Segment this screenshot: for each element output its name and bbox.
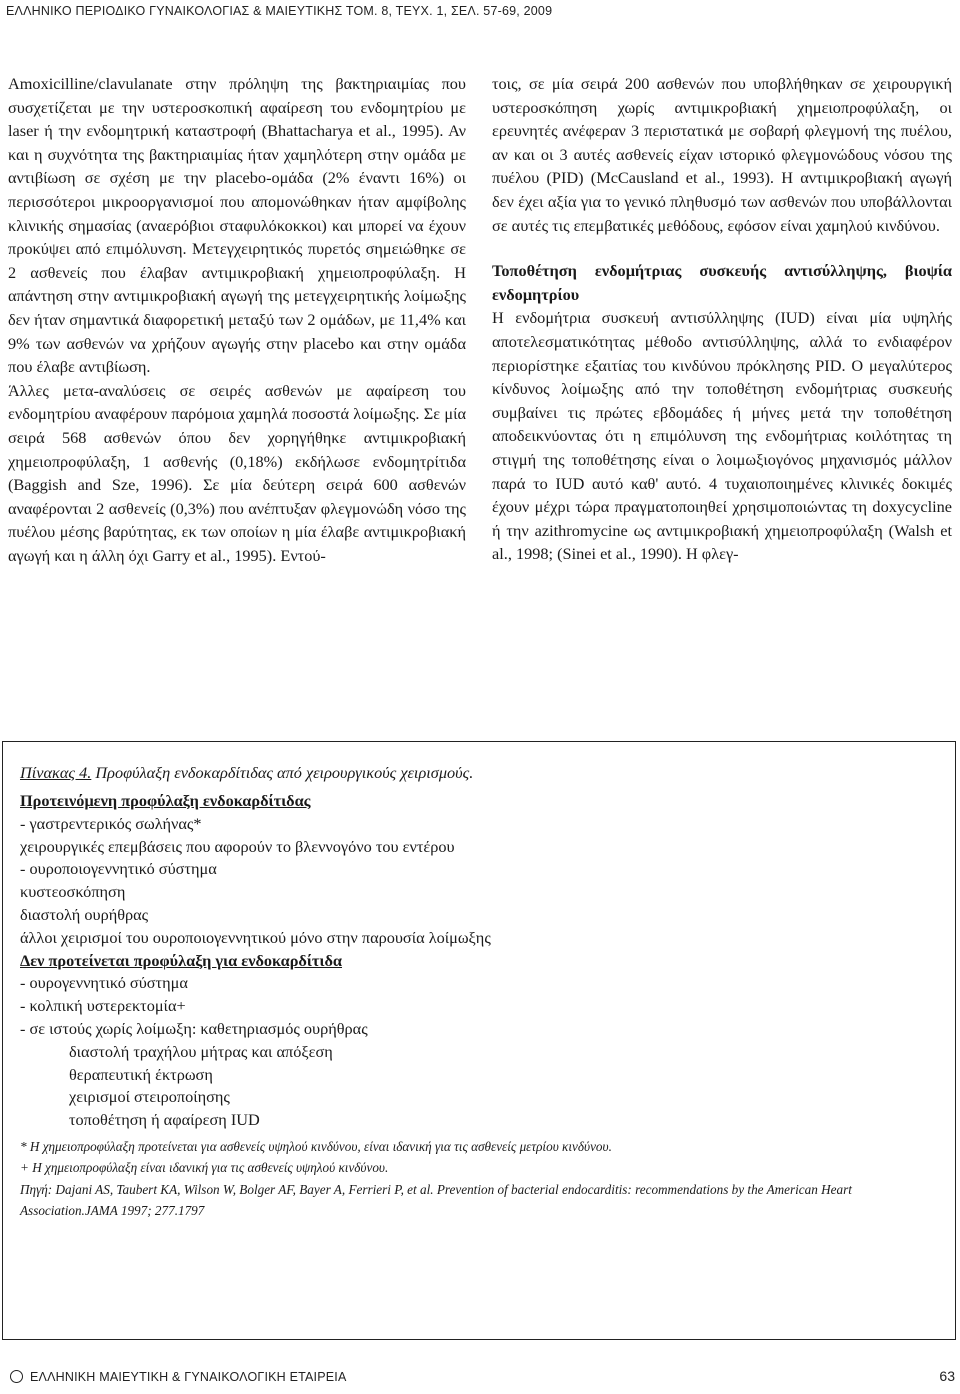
table-row: - ουρογεννητικό σύστημα (20, 973, 188, 993)
table-row: - σε ιστούς χωρίς λοίμωξη: καθετηριασμός ουρήθρας (20, 1018, 368, 1038)
table-row: - γαστρεντερικός σωλήνας* (20, 813, 202, 833)
table-note-asterisk: * Η χημειοπροφύλαξη προτείνεται για ασθενείς υψηλού κινδύνου, είναι ιδανική για τις ασθενείς μετρίου κινδύνου. (20, 1138, 612, 1154)
table-caption (20, 762, 940, 784)
table-row: διαστολή ουρήθρας (20, 904, 149, 924)
table-row: χειρισμοί στειροποίησης (69, 1087, 230, 1107)
footer-society: ΕΛΛΗΝΙΚΗ ΜΑΙΕΥΤΙΚΗ & ΓΥΝΑΙΚΟΛΟΓΙΚΗ ΕΤΑΙΡΕΙΑ (30, 1370, 347, 1384)
body-paragraph: Amoxicilline/clavulanate στην πρόληψη της βακτηριαιμίας που συσχετίζεται με την υστεροσκοπική αφαίρεση του ενδομητρίου με laser ή την ενδομητρική καταστροφή (Bhattacharya et al., 1995). Αν και η συχνότητα της βακτηριαιμίας ήταν χαμηλότερη στην ομάδα με αντιβίωση σε σχέση με την placebo-ομάδα (2% έναντι 16%) οι περισσότεροι μικροοργανισμοί που απομονώθηκαν ήταν αμφίβολης κλινικής σημασίας (αναερόβιοι σταφυλόκοκκοι) και μπορεί να έχουν προκύψει από επιμόλυνση. Μετεγχειρητικός πυρετός σημειώθηκε σε 2 ασθενείς που έλαβαν αντιμικροβιακή χημειοπροφύλαξη. Η απάντηση στην αντιμικροβιακή αγωγή της μετεγχειρητικής λοίμωξης δεν ήταν σημαντικά διαφορετική μεταξύ των 2 ομάδων, με 11,4% και 9% των ασθενών να χρήζουν αγωγής στην placebo και στην ομάδα που έλαβε αντιβίωση. (8, 74, 466, 377)
left-column (8, 72, 466, 567)
table-4-box (2, 741, 956, 1340)
table-note-plus: + Η χημειοπροφύλαξη είναι ιδανική για τις ασθενείς υψηλού κινδύνου. (20, 1160, 389, 1176)
body-paragraph: Άλλες μετα-αναλύσεις σε σειρές ασθενών με αφαίρεση του ενδομητρίου αναφέρουν παρόμοια χαμηλά ποσοστά λοίμωξης. Σε μία σειρά 568 ασθενών όπου δεν χορηγήθηκε αντιμικροβιακή χημειοπροφύλαξη, 1 ασθενής (0,18%) εκδήλωσε ενδομητρίτιδα (Baggish and Sze, 1996). Σε μία δεύτερη σειρά 600 ασθενών αναφέρονται 2 ασθενείς (0,3%) που ανέπτυξαν φλεγμονώδη νόσο της πυέλου μέσης βαρύτητας, εκ των οποίων η μία έλαβε αντιμικροβιακή αγωγή και η άλλη όχι Garry et al., 1995). Εντού- (8, 380, 466, 565)
table-heading-recommended: Προτεινόμενη προφύλαξη ενδοκαρδίτιδας (20, 791, 311, 810)
page-footer (10, 1368, 955, 1390)
page-number: 63 (939, 1368, 955, 1384)
table-row: χειρουργικές επεμβάσεις που αφορούν το βλεννογόνο του εντέρου (20, 836, 455, 856)
table-row: κυστεοσκόπηση (20, 882, 126, 902)
table-heading-not-recommended: Δεν προτείνεται προφύλαξη για ενδοκαρδίτιδα (20, 950, 343, 970)
table-row: τοποθέτηση ή αφαίρεση IUD (69, 1110, 260, 1130)
table-row: διαστολή τραχήλου μήτρας και απόξεση (69, 1041, 333, 1061)
table-caption-text: Προφύλαξη ενδοκαρδίτιδας από χειρουργικούς χειρισμούς. (91, 763, 474, 782)
section-heading: Τοποθέτηση ενδομήτριας συσκευής αντισύλληψης, βιοψία ενδομητρίου (492, 261, 952, 304)
table-4 (20, 762, 940, 1222)
running-head: ΕΛΛΗΝΙΚΟ ΠΕΡΙΟΔΙΚΟ ΓΥΝΑΙΚΟΛΟΓΙΑΣ & ΜΑΙΕΥΤΙΚΗΣ ΤΟΜ. 8, ΤΕΥΧ. 1, ΣΕΛ. 57-69, 2009 (6, 4, 553, 18)
society-logo-icon (10, 1370, 23, 1383)
table-row: άλλοι χειρισμοί του ουροποιογεννητικού μόνο στην παρουσία λοίμωξης (20, 927, 491, 947)
table-row: - κολπική υστερεκτομία+ (20, 996, 186, 1016)
table-row: θεραπευτική έκτρωση (69, 1064, 213, 1084)
table-caption-label: Πίνακας 4. (20, 763, 92, 782)
table-source: Πηγή: Dajani AS, Taubert KA, Wilson W, Bolger AF, Bayer A, Ferrieri P, et al. Prevention of bacterial endocarditis: recommendations by the American Heart Association.JAMA 1997; 277.1797 (20, 1181, 852, 1219)
body-paragraph: Η ενδομήτρια συσκευή αντισύλληψης (IUD) είναι μία υψηλής αποτελεσματικότητας μέθοδο αντισύλληψης, αλλά το ενδιαφέρον περιορίστηκε εξαιτίας του κινδύνου πρόκλησης PID. Ο μεγαλύτερος κίνδυνος λοίμωξης από την τοποθέτηση ενδομήτριας συσκευής συμβαίνει τις πρώτες εβδομάδες ή μήνες μετά την τοποθέτηση αποδεικνύοντας ότι η επιμόλυνση της ενδομήτριας κοιλότητας τη στιγμή της τοποθέτησης είναι ο λοιμωξιογόνος μηχανισμός μάλλον παρά το IUD αυτό καθ' αυτό. 4 τυχαιοποιημένες κλινικές δοκιμές έχουν μέχρι τώρα πραγματοποιηθεί χρησιμοποιώντας τη doxycycline ή την azithromycine ως αντιμικροβιακή χημειοπροφύλαξη (Walsh et al., 1998; (Sinei et al., 1990). Η φλεγ- (492, 308, 952, 564)
right-column (492, 72, 952, 566)
body-paragraph: τοις, σε μία σειρά 200 ασθενών που υποβλήθηκαν σε χειρουργική υστεροσκόπηση χωρίς αντιμικροβιακή χημειοπροφύλαξη, οι ερευνητές ανέφεραν 3 περιστατικά με σοβαρή φλεγμονή της πυέλου, αν και οι 3 αυτές ασθενείς είχαν ιστορικό φλεγμονώδους νόσου της πυέλου (PID) (McCausland et al., 1993). Η αντιμικροβιακή αγωγή δεν έχει αξία για το γενικό πληθυσμό των ασθενών που υποβάλλονται σε αυτές τις επεμβατικές μεθόδους, εφόσον είναι χαμηλού κινδύνου. (492, 74, 952, 235)
table-row: - ουροποιογεννητικό σύστημα (20, 859, 217, 879)
